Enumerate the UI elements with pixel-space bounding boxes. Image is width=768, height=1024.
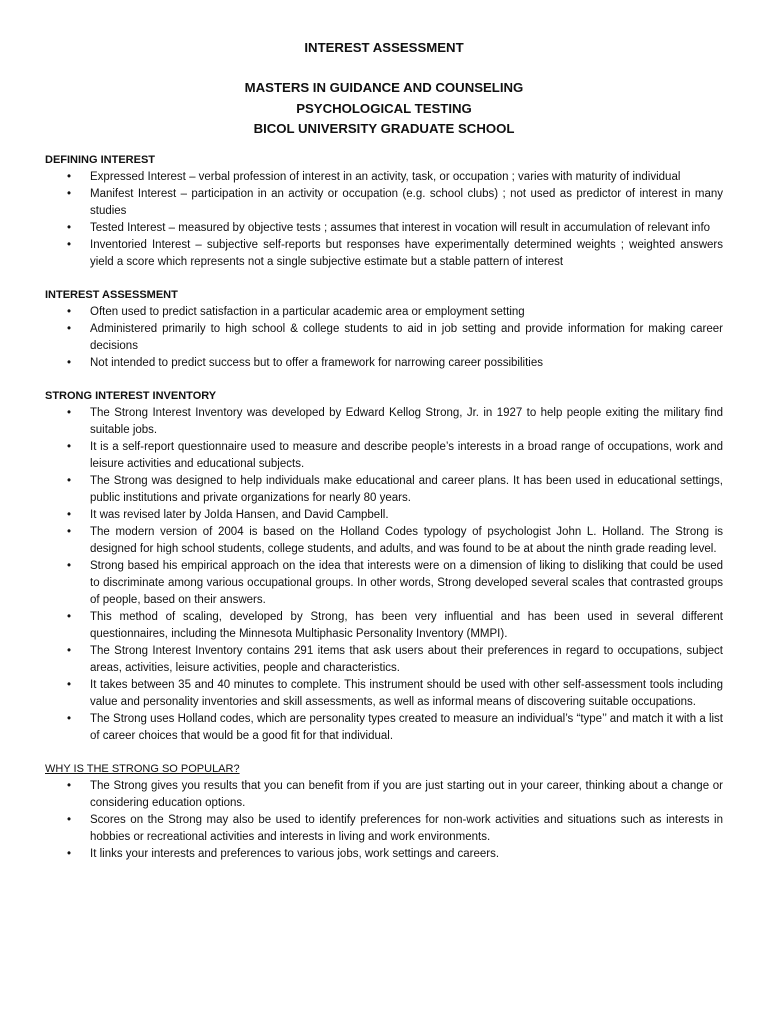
list-item: • The modern version of 2004 is based on the Holland Codes typology of psychologist John L. Holland. The Strong is designed for high school students, college students, and adults, and was found to be at about the ninth grade reading level. bbox=[45, 524, 723, 558]
document-title: INTEREST ASSESSMENT bbox=[304, 40, 464, 55]
list-item: • The Strong was designed to help individuals make educational and career plans. It has been used in educational settings, public institutions and private organizations for nearly 80 years. bbox=[45, 473, 723, 507]
section-defining-interest bbox=[45, 152, 723, 271]
list-item: • Tested Interest – measured by objective tests ; assumes that interest in vocation will result in accumulation of relevant info bbox=[45, 220, 723, 237]
subtitle-block bbox=[45, 78, 723, 140]
list-item: • Inventoried Interest – subjective self-reports but responses have experimentally determined weights ; weighted answers yield a score which represents not a single subjective estimate but a stable pattern of interest bbox=[45, 237, 723, 271]
section-strong-interest-inventory bbox=[45, 388, 723, 745]
bullet-list bbox=[45, 169, 723, 271]
section-interest-assessment bbox=[45, 287, 723, 372]
list-item: • Manifest Interest – participation in an activity or occupation (e.g. school clubs) ; not used as predictor of interest in many studies bbox=[45, 186, 723, 220]
list-item: • Administered primarily to high school & college students to aid in job setting and provide information for making career decisions bbox=[45, 321, 723, 355]
bullet-list bbox=[45, 304, 723, 372]
bullet-list bbox=[45, 778, 723, 863]
list-item: • Not intended to predict success but to offer a framework for narrowing career possibilities bbox=[45, 355, 723, 372]
list-item: • It is a self-report questionnaire used to measure and describe people’s interests in a broad range of occupations, work and leisure activities and educational subjects. bbox=[45, 439, 723, 473]
section-heading: INTEREST ASSESSMENT bbox=[45, 288, 178, 301]
list-item: • Expressed Interest – verbal profession of interest in an activity, task, or occupation ; varies with maturity of individual bbox=[45, 169, 723, 186]
list-item: • It was revised later by JoIda Hansen, and David Campbell. bbox=[45, 507, 723, 524]
list-item: • Strong based his empirical approach on the idea that interests were on a dimension of liking to disliking that could be used to discriminate among various occupational groups. In other words, Strong developed several scales that contrasted groups of people, based on their answers. bbox=[45, 558, 723, 609]
subtitle-school: BICOL UNIVERSITY GRADUATE SCHOOL bbox=[253, 121, 515, 136]
section-why-strong-popular bbox=[45, 761, 723, 863]
list-item: • Often used to predict satisfaction in a particular academic area or employment setting bbox=[45, 304, 723, 321]
section-heading: DEFINING INTEREST bbox=[45, 153, 156, 166]
list-item: • It links your interests and preferences to various jobs, work settings and careers. bbox=[45, 846, 723, 863]
list-item: • This method of scaling, developed by Strong, has been very influential and has been used in several different questionnaires, including the Minnesota Multiphasic Personality Inventory (MMPI). bbox=[45, 609, 723, 643]
list-item: • The Strong gives you results that you can benefit from if you are just starting out in your career, thinking about a change or considering education options. bbox=[45, 778, 723, 812]
list-item: • The Strong uses Holland codes, which are personality types created to measure an individual’s “type’’ and match it with a list of career choices that would be a good fit for that individual. bbox=[45, 711, 723, 745]
subtitle-course: PSYCHOLOGICAL TESTING bbox=[296, 100, 472, 116]
subtitle-program: MASTERS IN GUIDANCE AND COUNSELING bbox=[244, 80, 524, 95]
bullet-list bbox=[45, 405, 723, 745]
section-heading: WHY IS THE STRONG SO POPULAR? bbox=[45, 762, 240, 775]
list-item: • Scores on the Strong may also be used to identify preferences for non-work activities and situations such as interests in hobbies or recreational activities and interests in living and work environments. bbox=[45, 812, 723, 846]
list-item: • It takes between 35 and 40 minutes to complete. This instrument should be used with other self-assessment tools including value and personality inventories and skill assessments, as well as informal means of discovering suitable occupations. bbox=[45, 677, 723, 711]
section-heading: STRONG INTEREST INVENTORY bbox=[45, 389, 217, 402]
list-item: • The Strong Interest Inventory was developed by Edward Kellog Strong, Jr. in 1927 to help people exiting the military find suitable jobs. bbox=[45, 405, 723, 439]
list-item: • The Strong Interest Inventory contains 291 items that ask users about their preferences in regard to occupations, subject areas, activities, leisure activities, people and characteristics. bbox=[45, 643, 723, 677]
